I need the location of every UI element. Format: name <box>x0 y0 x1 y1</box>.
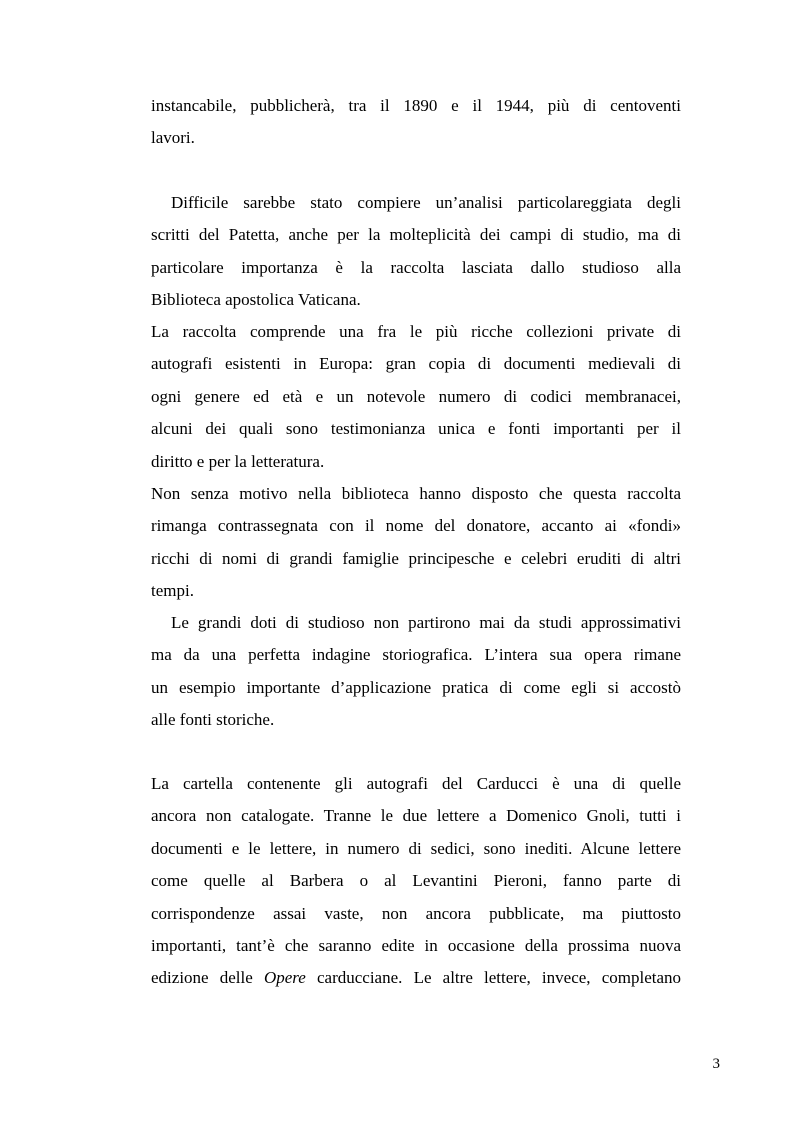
text-line: alle fonti storiche. <box>151 710 275 730</box>
text-line: La raccolta comprende una fra le più ricche collezioni private di <box>151 322 681 341</box>
text-line: Non senza motivo nella biblioteca hanno disposto che questa raccolta <box>151 484 681 503</box>
text-line: autografi esistenti in Europa: gran copia di documenti medievali di <box>151 354 681 374</box>
text-line <box>151 962 681 994</box>
text-line: Difficile sarebbe stato compiere un’analisi particolareggiata degli <box>171 193 681 212</box>
paragraph-6 <box>151 768 681 995</box>
text-line: come quelle al Barbera o al Levantini Pieroni, fanno parte di <box>151 871 681 891</box>
text-fragment: carducciane. Le altre lettere, invece, completano <box>305 968 682 988</box>
text-line: lavori. <box>151 128 195 148</box>
text-line: particolare importanza è la raccolta lasciata dallo studioso alla <box>151 257 681 277</box>
text-line: Le grandi doti di studioso non partirono mai da studi approssimativi <box>171 613 681 632</box>
text-fragment: edizione delle <box>151 968 264 988</box>
text-line: instancabile, pubblicherà, tra il 1890 e il 1944, più di centoventi <box>151 96 681 115</box>
page-number: 3 <box>712 1056 720 1072</box>
text-line: ma da una perfetta indagine storiografica. L’intera sua opera rimane <box>151 645 681 665</box>
text-line: scritti del Patetta, anche per la molteplicità dei campi di studio, ma di <box>151 225 681 245</box>
paragraph-3 <box>151 316 681 478</box>
text-line: importanti, tant’è che saranno edite in occasione della prossima nuova <box>151 935 681 955</box>
text-line: La cartella contenente gli autografi del Carducci è una di quelle <box>151 774 681 793</box>
text-line: rimanga contrassegnata con il nome del donatore, accanto ai «fondi» <box>151 516 681 536</box>
text-line: ogni genere ed età e un notevole numero di codici membranacei, <box>151 386 681 406</box>
paragraph-4 <box>151 478 681 608</box>
italic-title: Opere <box>263 968 306 988</box>
text-line: corrispondenze assai vaste, non ancora pubblicate, ma piuttosto <box>151 903 681 923</box>
paragraph-1 <box>151 90 681 155</box>
text-line: ricchi di nomi di grandi famiglie principesche e celebri eruditi di altri <box>151 548 681 568</box>
text-line: Biblioteca apostolica Vaticana. <box>151 290 361 310</box>
paragraph-5 <box>151 607 681 737</box>
text-line: documenti e le lettere, in numero di sedici, sono inediti. Alcune lettere <box>151 838 681 858</box>
text-line: alcuni dei quali sono testimonianza unica e fonti importanti per il <box>151 419 681 439</box>
text-line: tempi. <box>151 581 194 601</box>
text-line: ancora non catalogate. Tranne le due lettere a Domenico Gnoli, tutti i <box>151 806 681 826</box>
paragraph-2 <box>151 187 681 317</box>
text-line: diritto e per la letteratura. <box>151 451 325 471</box>
text-line: un esempio importante d’applicazione pratica di come egli si accostò <box>151 677 681 697</box>
